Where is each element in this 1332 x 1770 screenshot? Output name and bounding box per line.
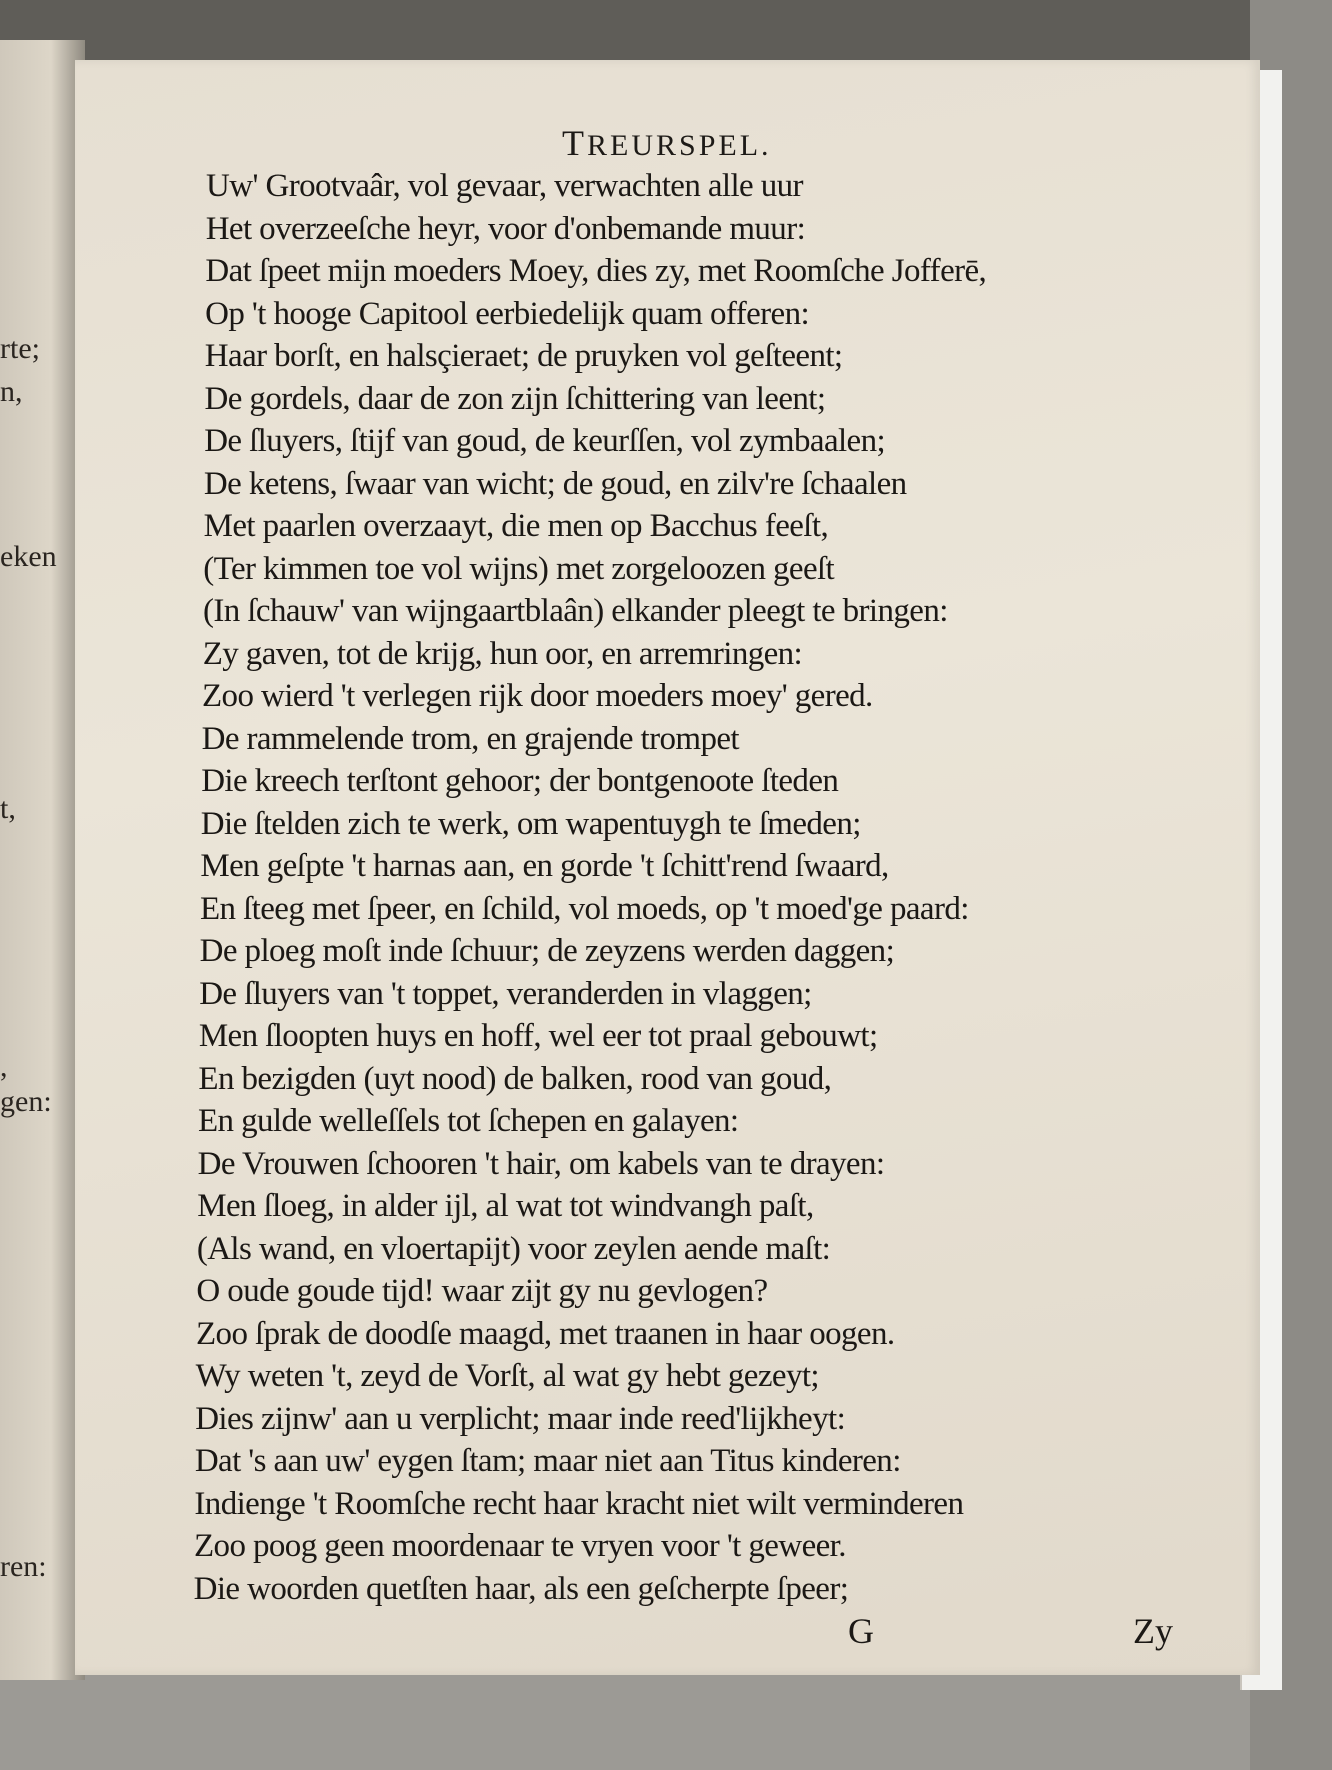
left-page-fragment: t, bbox=[0, 792, 16, 825]
verse-line: Dat ſpeet mijn moeders Moey, dies zy, met Roomſche Jofferē, bbox=[205, 253, 987, 289]
verse-line: De ploeg moſt inde ſchuur; de zeyzens werden daggen; bbox=[199, 933, 895, 969]
verse-line: En ſteeg met ſpeer, en ſchild, vol moeds, op 't moed'ge paard: bbox=[200, 890, 969, 927]
verse-line: Op 't hooge Capitool eerbiedelijk quam offeren: bbox=[205, 295, 810, 332]
running-head bbox=[562, 122, 772, 164]
verse-line: Zoo poog geen moordenaar te vryen voor 't geweer. bbox=[194, 1528, 846, 1564]
verse-line: Men geſpte 't harnas aan, en gorde 't ſchitt'rend ſwaard, bbox=[200, 848, 889, 884]
verse-line: En bezigden (uyt nood) de balken, rood van goud, bbox=[198, 1060, 832, 1097]
verse-line: Zoo ſprak de doodſe maagd, met traanen in haar oogen. bbox=[196, 1315, 895, 1352]
verse-line: Uw' Grootvaâr, vol gevaar, verwachten alle uur bbox=[206, 168, 803, 204]
signature-mark: G bbox=[848, 1611, 874, 1651]
verse-line: Zoo wierd 't verlegen rijk door moeders moey' gered. bbox=[202, 678, 873, 714]
verse-line: Zy gaven, tot de krijg, hun oor, en arremringen: bbox=[202, 635, 803, 672]
verse-line: En gulde welleſſels tot ſchepen en galayen: bbox=[198, 1103, 739, 1139]
verse-line: Met paarlen overzaayt, die men op Bacchus feeſt, bbox=[203, 508, 829, 544]
verse-line: (In ſchauw' van wijngaartblaân) elkander pleegt te bringen: bbox=[203, 593, 948, 629]
verse-line: Dat 's aan uw' eygen ſtam; maar niet aan Titus kinderen: bbox=[194, 1443, 901, 1479]
left-page-fragment: rte; bbox=[0, 332, 40, 365]
left-page-fragment: n, bbox=[0, 375, 23, 408]
running-head-initial: T bbox=[562, 123, 587, 163]
verse-line: Wy weten 't, zeyd de Vorſt, al wat gy hebt gezeyt; bbox=[195, 1358, 819, 1394]
verse-line: De ketens, ſwaar van wicht; de goud, en zilv're ſchaalen bbox=[203, 465, 907, 502]
verse-line: Dies zijnw' aan u verplicht; maar inde reed'lijkheyt: bbox=[195, 1400, 846, 1437]
verse-line: Die ſtelden zich te werk, om wapentuygh te ſmeden; bbox=[200, 805, 861, 842]
verse-line: Die kreech terſtont gehoor; der bontgenoote ſteden bbox=[201, 763, 839, 799]
verse-line: De ſluyers, ſtijf van goud, de keurſſen, vol zymbaalen; bbox=[204, 423, 886, 459]
verse-line: De ſluyers van 't toppet, veranderden in vlaggen; bbox=[199, 975, 812, 1012]
verse-line: De rammelende trom, en grajende trompet bbox=[201, 720, 739, 757]
verse-line: Men ſloeg, in alder ijl, al wat tot windvangh paſt, bbox=[197, 1188, 814, 1224]
verse-line: O oude goude tijd! waar zijt gy nu gevlogen? bbox=[196, 1273, 768, 1309]
left-page-fragment: ren: bbox=[0, 1550, 47, 1583]
verse-line: De gordels, daar de zon zijn ſchittering van leent; bbox=[204, 380, 826, 417]
running-head-text: REURSPEL. bbox=[587, 129, 772, 162]
left-page-edge bbox=[0, 40, 85, 1680]
verse-line: Die woorden quetſten haar, als een geſcherpte ſpeer; bbox=[193, 1570, 849, 1607]
verse-line: Men ſloopten huys en hoff, wel eer tot praal gebouwt; bbox=[198, 1018, 878, 1054]
left-page-fragment: gen: bbox=[0, 1085, 52, 1118]
verse-line: (Als wand, en vloertapijt) voor zeylen aende maſt: bbox=[196, 1230, 831, 1267]
left-page-fragment: eken bbox=[0, 540, 57, 573]
verse-line: Het overzeeſche heyr, voor d'onbemande muur: bbox=[205, 210, 806, 247]
verse-line: Haar borſt, en halsçieraet; de pruyken vol geſteent; bbox=[204, 338, 843, 374]
verse-line: De Vrouwen ſchooren 't hair, om kabels van te drayen: bbox=[197, 1145, 885, 1182]
verse-line: Indienge 't Roomſche recht haar kracht niet wilt verminderen bbox=[194, 1485, 964, 1522]
verse-line: (Ter kimmen toe vol wijns) met zorgeloozen geeſt bbox=[203, 550, 835, 587]
left-page-fragment: , bbox=[0, 1050, 8, 1083]
verse-text bbox=[193, 165, 1200, 1610]
catchword: Zy bbox=[1133, 1611, 1173, 1651]
